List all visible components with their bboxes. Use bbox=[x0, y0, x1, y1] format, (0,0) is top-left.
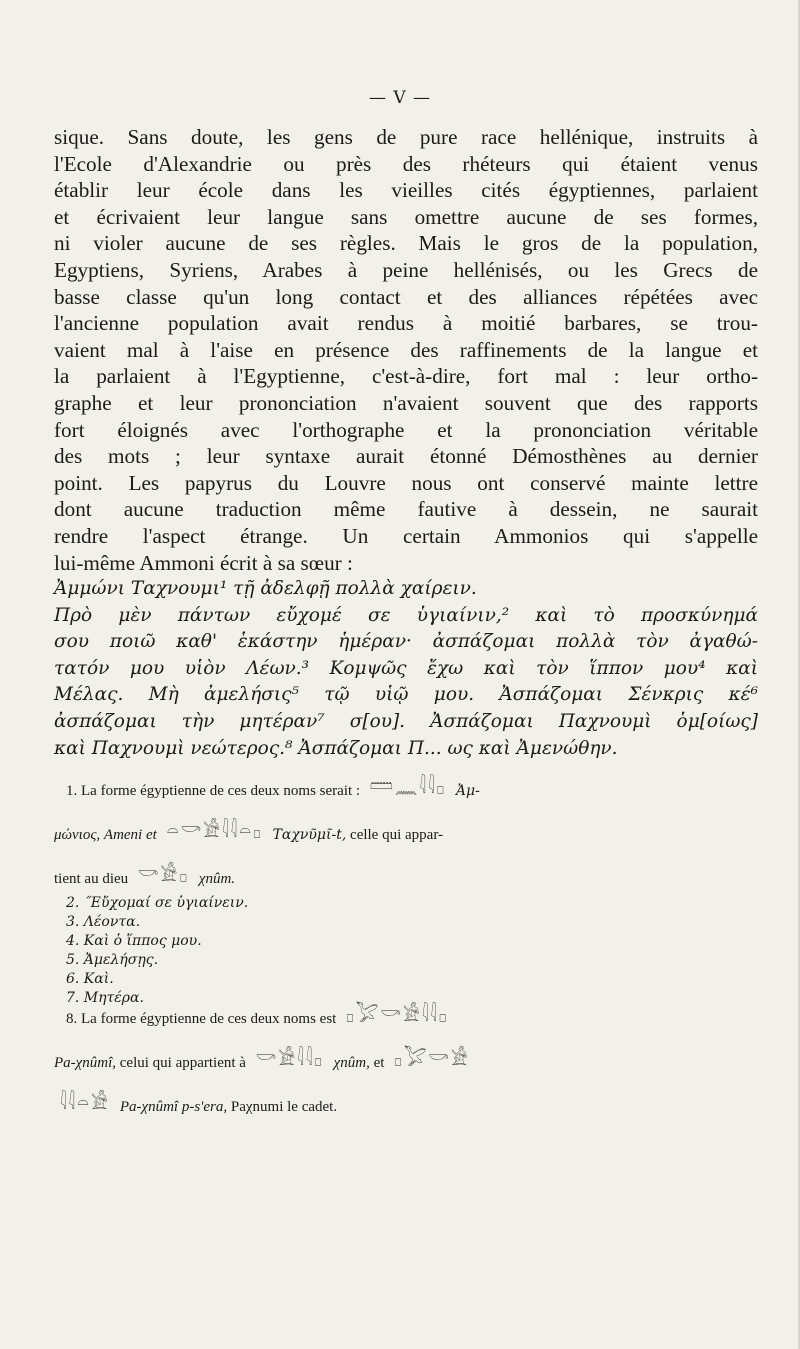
greek-line: Μέλας. Μὴ ἀμελήσις⁵ τῷ υἱῷ μου. Ἀσπάζομαι Σένκρις κέ⁶ bbox=[54, 684, 758, 706]
footnote-8-et: et bbox=[373, 1055, 385, 1071]
greek-line: τατόν μου υἱὸν Λέων.³ Κομψῶς ἔχω καὶ τὸν ἵππον μου⁴ καὶ bbox=[54, 657, 758, 679]
footnote-8-line-2 bbox=[54, 1034, 758, 1078]
body-line: dont aucune traduction même fautive à dessein, ne saurait bbox=[54, 497, 758, 522]
greek-letter-quotation bbox=[54, 576, 758, 762]
footnote-7: 7. Μητέρα. bbox=[66, 990, 144, 1006]
hieroglyph-chnum-icon: 𓎡𓀀𓊪 bbox=[137, 864, 190, 886]
body-line: graphe et leur prononciation n'avaient souvent que des rapports bbox=[54, 390, 758, 415]
body-line: lui-même Ammoni écrit à sa sœur : bbox=[54, 550, 353, 575]
footnote-1-tachnumi: Ταχνῦμῖ-t, bbox=[272, 827, 347, 843]
footnote-8-cadet: Paχnumi le cadet. bbox=[230, 1099, 338, 1115]
body-line: vaient mal à l'aise en présence des raffinements de la langue et bbox=[54, 337, 758, 362]
footnotes bbox=[54, 762, 758, 1122]
footnote-1-continued: celle qui appar- bbox=[350, 827, 444, 843]
body-line: sique. Sans doute, les gens de pure race hellénique, instruits à bbox=[54, 125, 758, 149]
footnote-3: 3. Λέοντα. bbox=[66, 914, 141, 930]
greek-ammonios-fragment: Ἀμ- bbox=[455, 783, 480, 799]
body-line: basse classe qu'un long contact et des alliances répétées avec bbox=[54, 284, 758, 309]
body-line: et écrivaient leur langue sans omettre aucune de ses formes, bbox=[54, 204, 758, 229]
footnote-8-mid: celui qui appartient à bbox=[119, 1055, 246, 1071]
body-line: l'ancienne population avait rendus à moitié barbares, se trou- bbox=[54, 311, 758, 336]
hieroglyph-pachnumi-2-icon: 𓊪𓅯𓎡𓀀 bbox=[394, 1048, 470, 1070]
footnote-8-line-1 bbox=[54, 1004, 758, 1034]
footnote-1-line-1 bbox=[54, 762, 758, 806]
greek-line: σου ποιῶ καθ' ἑκάστην ἡμέραν· ἀσπάζομαι πολλὰ τὸν ἀγαθώ- bbox=[54, 631, 758, 653]
footnote-2: 2. ˝Εὔχομαί σε ὑγιαίνειν. bbox=[66, 895, 249, 911]
body-line: établir leur école dans les vieilles cités égyptiennes, parlaient bbox=[54, 178, 758, 203]
hieroglyph-pseri-icon: 𓇋𓇋𓏏𓀀 bbox=[60, 1092, 111, 1114]
body-line: l'Ecole d'Alexandrie ou près des rhéteurs qui étaient venus bbox=[54, 151, 758, 176]
footnote-1-god: tient au dieu bbox=[54, 871, 129, 887]
greek-line: Πρὸ μὲν πάντων εὔχομέ σε ὑγιαίνιν,² καὶ τὸ προσκύνημά bbox=[54, 604, 758, 626]
body-line: fort éloignés avec l'orthographe et la prononciation véritable bbox=[54, 417, 758, 442]
hieroglyph-ammoni-icon: 𓏠𓈖𓇋𓇋𓊪 bbox=[369, 776, 447, 798]
body-line: ni violer aucune de ses règles. Mais le gros de la population, bbox=[54, 231, 758, 256]
hieroglyph-chnum-2-icon: 𓎡𓀀𓇋𓇋𓊪 bbox=[255, 1048, 324, 1070]
footnote-1-ammonios: μώνιος, Ameni et bbox=[54, 827, 157, 843]
footnote-5: 5. Ἀμελήσῃς. bbox=[66, 952, 159, 968]
footnote-4: 4. Καὶ ὁ ἵππος μου. bbox=[66, 933, 202, 949]
footnote-1-text: 1. La forme égyptienne de ces deux noms serait : bbox=[66, 783, 361, 799]
body-line: la parlaient à l'Egyptienne, c'est-à-dire, fort mal : leur ortho- bbox=[54, 364, 758, 389]
footnote-8-chnum: χnûm, bbox=[333, 1055, 370, 1071]
body-line: rendre l'aspect étrange. Un certain Ammonios qui s'appelle bbox=[54, 523, 758, 548]
body-text bbox=[54, 124, 758, 762]
hieroglyph-pachnumi-icon: 𓊪𓅯𓎡𓀀𓇋𓇋𓊪 bbox=[346, 1004, 449, 1026]
footnote-1-chnum: χnûm. bbox=[198, 871, 236, 887]
body-line: point. Les papyrus du Louvre nous ont conservé mainte lettre bbox=[54, 470, 758, 495]
footnote-1-line-2 bbox=[54, 806, 758, 850]
footnote-1-line-3 bbox=[54, 850, 758, 894]
page-number: — V — bbox=[368, 88, 432, 108]
footnote-8-text: 8. La forme égyptienne de ces deux noms est bbox=[66, 1011, 337, 1027]
hieroglyph-tachnumi-icon: 𓏏𓎡𓀀𓇋𓇋𓏏𓊪 bbox=[166, 820, 263, 842]
greek-line: καὶ Παχνουμὶ νεώτερος.⁸ Ἀσπάζομαι Π... ως καὶ Ἀμενώθην. bbox=[54, 737, 618, 759]
footnote-6: 6. Καὶ. bbox=[66, 971, 114, 987]
body-line: Egyptiens, Syriens, Arabes à peine hellénisés, ou les Grecs de bbox=[54, 257, 758, 282]
footnote-8-pseri: Pa-χnûmî p-s'era, bbox=[119, 1099, 228, 1115]
footnote-8-pachnumi: Pa-χnûmî, bbox=[54, 1055, 117, 1071]
body-line: des mots ; leur syntaxe aurait étonné Démosthènes au dernier bbox=[54, 444, 758, 469]
greek-line: Ἀμμώνι Ταχνουμι¹ τῇ ἀδελφῇ πολλὰ χαίρειν. bbox=[54, 578, 477, 600]
footnote-8-line-3 bbox=[54, 1078, 758, 1122]
greek-line: ἀσπάζομαι τὴν μητέραν⁷ σ[ου]. Ἀσπάζομαι Παχνουμὶ ὁμ[οίως] bbox=[54, 711, 758, 733]
